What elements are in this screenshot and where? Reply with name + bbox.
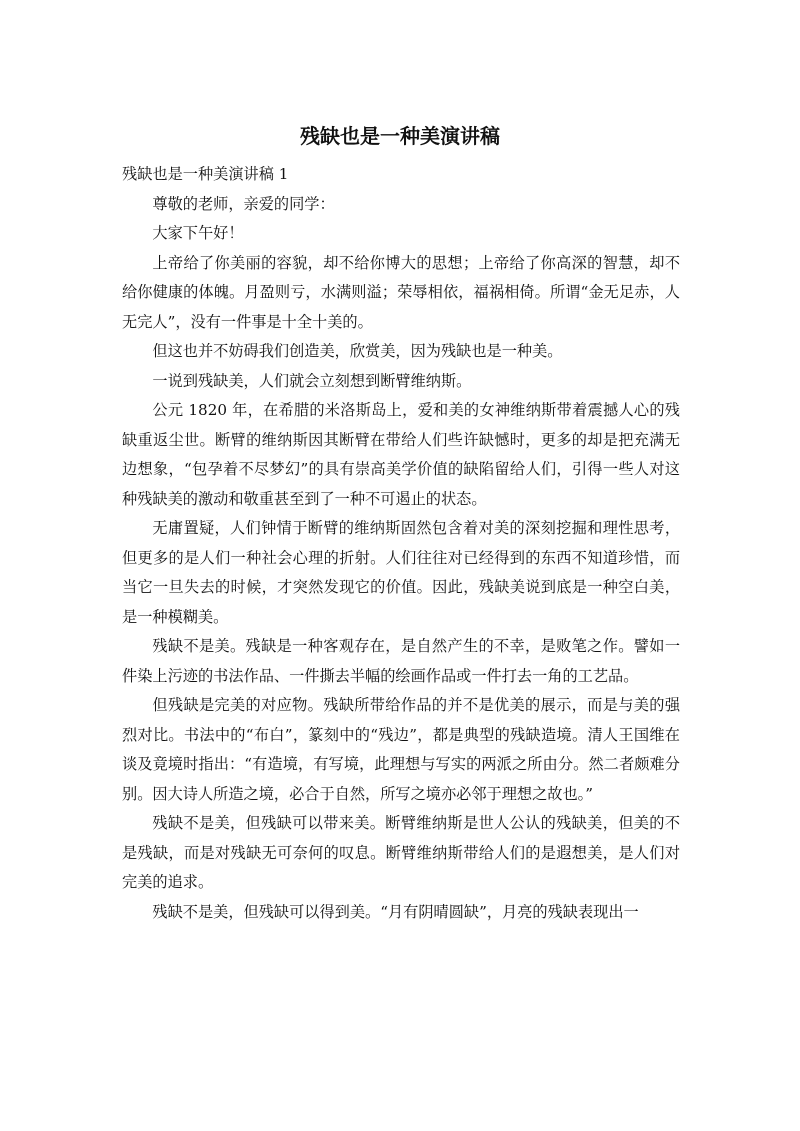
body-paragraph: 残缺不是美，但残缺可以得到美。“月有阴晴圆缺”，月亮的残缺表现出一 bbox=[152, 902, 639, 921]
body-paragraph: 无庸置疑，人们钟情于断臂的维纳斯固然包含着对美的深刻挖掘和理性思考，但更多的是人们一种社会心理的折射。人们往往对已经得到的东西不知道珍惜，而当它一旦失去的时候，才突然发现它的价值。因此，残缺美说到底是一种空白美，是一种模糊美。 bbox=[122, 519, 680, 626]
body-paragraph: 残缺不是美。残缺是一种客观存在，是自然产生的不幸，是败笔之作。譬如一件染上污迹的书法作品、一件撕去半幅的绘画作品或一件打去一角的工艺品。 bbox=[122, 637, 680, 685]
greeting-paragraph: 大家下午好！ bbox=[152, 224, 244, 242]
body-paragraph: 但这也并不妨碍我们创造美，欣赏美，因为残缺也是一种美。 bbox=[152, 342, 563, 360]
body-paragraph: 上帝给了你美丽的容貌，却不给你博大的思想；上帝给了你高深的智慧，却不给你健康的体魄。月盈则亏，水满则溢；荣辱相依，福祸相倚。所谓“金无足赤，人无完人”，没有一件事是十全十美的。 bbox=[122, 253, 680, 331]
body-paragraph: 残缺不是美，但残缺可以带来美。断臂维纳斯是世人公认的残缺美，但美的不是残缺，而是对残缺无可奈何的叹息。断臂维纳斯带给人们的是遐想美，是人们对完美的追求。 bbox=[122, 814, 680, 891]
body-paragraph: 但残缺是完美的对应物。残缺所带给作品的并不是优美的展示，而是与美的强烈对比。书法中的“布白”，篆刻中的“残边”，都是典型的残缺造境。清人王国维在谈及竟境时指出：“有造境，有写境，此理想与写实的两派之所由分。然二者颇难分别。因大诗人所造之境，必合于自然，所写之境亦必邻于理想之故也。” bbox=[122, 696, 680, 803]
body-paragraph: 公元 1820 年，在希腊的米洛斯岛上，爱和美的女神维纳斯带着震撼人心的残缺重返尘世。断臂的维纳斯因其断臂在带给人们些许缺憾时，更多的却是把充满无边想象，“包孕着不尽梦幻”的具有崇高美学价值的缺陷留给人们，引得一些人对这种残缺美的激动和敬重甚至到了一种不可遏止的状态。 bbox=[122, 401, 680, 508]
document-body bbox=[122, 160, 680, 927]
salutation-paragraph: 尊敬的老师，亲爱的同学： bbox=[152, 194, 335, 213]
document-title: 残缺也是一种美演讲稿 bbox=[300, 124, 500, 148]
body-paragraph: 一说到残缺美，人们就会立刻想到断臂维纳斯。 bbox=[152, 371, 472, 390]
subtitle-paragraph: 残缺也是一种美演讲稿 1 bbox=[122, 165, 289, 183]
